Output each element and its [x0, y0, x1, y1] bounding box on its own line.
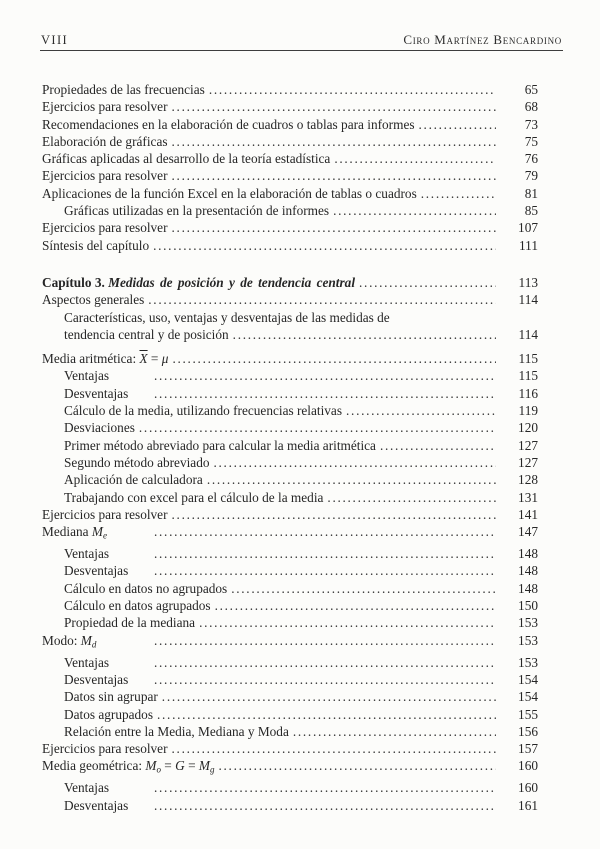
entry-label — [64, 419, 135, 436]
dot-leader — [154, 367, 496, 384]
toc-entry — [42, 471, 538, 488]
dot-leader — [172, 133, 496, 150]
toc-entry — [42, 614, 538, 631]
entry-label — [64, 723, 289, 740]
dot-leader — [359, 274, 496, 291]
toc-entry — [42, 562, 538, 579]
toc-entry — [42, 454, 538, 471]
entry-text-segment: Desventajas — [64, 797, 129, 813]
entry-text-segment: Cálculo en datos agrupados — [64, 598, 211, 614]
entry-text-segment: Ventajas — [64, 654, 110, 670]
page-number: 113 — [518, 274, 538, 290]
dot-leader — [154, 562, 496, 579]
entry-text-segment: Desventajas — [64, 671, 129, 687]
entry-label — [64, 797, 150, 814]
entry-text-segment: Cálculo de la media, utilizando frecuencias relativas — [64, 403, 343, 419]
entry-label — [42, 219, 168, 236]
dot-leader — [199, 614, 496, 631]
toc-entry — [42, 779, 538, 796]
page-header — [41, 32, 562, 48]
toc-entry — [42, 326, 538, 343]
entry-label — [64, 454, 210, 471]
toc-entry — [42, 274, 538, 291]
toc-entry — [42, 237, 538, 254]
toc-entry — [42, 757, 538, 779]
dot-leader — [172, 219, 496, 236]
page-number: 127 — [518, 437, 538, 453]
entry-label — [64, 202, 329, 219]
page-number: 147 — [518, 524, 538, 540]
entry-label — [42, 150, 330, 167]
dot-leader — [157, 706, 496, 723]
page-number: 115 — [518, 368, 538, 384]
entry-text-segment: Ejercicios para resolver — [42, 741, 168, 757]
table-of-contents — [42, 81, 538, 814]
page-number: 161 — [518, 797, 538, 813]
toc-entry — [42, 291, 538, 308]
entry-label — [42, 291, 144, 308]
dot-leader — [154, 523, 496, 540]
header-rule — [40, 50, 563, 51]
entry-label — [64, 779, 150, 796]
entry-label — [42, 167, 168, 184]
entry-text-segment: Modo: — [42, 632, 81, 648]
page-number: 81 — [524, 185, 538, 201]
page-number: 157 — [518, 741, 538, 757]
toc-entry — [42, 437, 538, 454]
entry-text-segment: d — [91, 639, 97, 650]
toc-entry — [42, 133, 538, 150]
toc-entry — [42, 723, 538, 740]
page-number: 148 — [518, 546, 538, 562]
dot-leader — [139, 419, 496, 436]
entry-label — [64, 706, 153, 723]
entry-text-segment: Gráficas aplicadas al desarrollo de la teoría estadística — [42, 151, 331, 167]
folio: VIII — [41, 33, 69, 47]
entry-text-segment: Desventajas — [64, 563, 129, 579]
entry-label — [64, 326, 229, 343]
entry-text-segment: Trabajando con excel para el cálculo de la media — [64, 489, 324, 505]
dot-leader — [207, 471, 496, 488]
dot-leader — [215, 597, 496, 614]
toc-entry — [42, 185, 538, 202]
entry-label — [42, 757, 215, 779]
toc-entry — [42, 367, 538, 384]
entry-text-segment: = — [160, 758, 176, 774]
entry-label — [64, 597, 211, 614]
dot-leader — [162, 688, 496, 705]
entry-text-segment: Desventajas — [64, 385, 129, 401]
entry-label — [42, 506, 168, 523]
entry-label — [42, 133, 168, 150]
entry-text-segment: Segundo método abreviado — [64, 454, 210, 470]
dot-leader — [346, 402, 496, 419]
dot-leader — [219, 757, 497, 774]
page-number: 114 — [518, 326, 538, 342]
dot-leader — [327, 489, 496, 506]
page-number: 156 — [518, 723, 538, 739]
entry-text-segment: Cálculo en datos no agrupados — [64, 580, 228, 596]
dot-leader — [172, 350, 496, 367]
entry-label — [64, 654, 150, 671]
toc-entry — [42, 506, 538, 523]
entry-text-segment: M — [91, 524, 103, 540]
entry-text-segment: = — [184, 758, 199, 774]
toc-entry — [42, 402, 538, 419]
page-number: 76 — [524, 151, 538, 167]
toc-entry — [42, 671, 538, 688]
toc-entry — [42, 98, 538, 115]
entry-text-segment: Propiedades de las frecuencias — [42, 82, 205, 97]
page-number: 120 — [518, 420, 538, 436]
entry-text-segment: Características, uso, ventajas y desventajas de las medidas de — [64, 309, 390, 325]
page-number: 85 — [524, 203, 538, 219]
entry-label — [42, 523, 150, 545]
entry-text-segment: Gráficas utilizadas en la presentación de informes — [64, 203, 330, 219]
page-number: 116 — [518, 385, 538, 401]
entry-text-segment: Capítulo 3. — [42, 274, 109, 290]
entry-text-segment: Aspectos generales — [42, 292, 145, 308]
entry-text-segment: Ejercicios para resolver — [42, 99, 168, 115]
page-number: 153 — [518, 654, 538, 670]
toc-entry — [42, 597, 538, 614]
dot-leader — [419, 116, 496, 133]
dot-leader — [421, 185, 496, 202]
dot-leader — [172, 506, 496, 523]
entry-text-segment: = — [147, 351, 162, 367]
page-number: 160 — [518, 780, 538, 796]
toc-entry — [42, 150, 538, 167]
toc-entry — [42, 688, 538, 705]
page-number: 148 — [518, 580, 538, 596]
page-number: 150 — [518, 598, 538, 614]
toc-entry — [42, 309, 538, 326]
entry-text-segment: Datos agrupados — [64, 706, 153, 722]
dot-leader — [380, 437, 496, 454]
toc-entry — [42, 545, 538, 562]
entry-label — [42, 237, 149, 254]
entry-label — [64, 580, 227, 597]
entry-label — [64, 545, 150, 562]
dot-leader — [293, 723, 496, 740]
toc-entry — [42, 385, 538, 402]
page-number: 141 — [518, 506, 538, 522]
entry-text-segment: o — [156, 765, 161, 776]
dot-leader — [154, 385, 496, 402]
toc-entry — [42, 219, 538, 236]
page-number: 68 — [524, 99, 538, 115]
dot-leader — [172, 167, 496, 184]
page-number: 119 — [518, 403, 538, 419]
dot-leader — [154, 671, 496, 688]
dot-leader — [214, 454, 497, 471]
entry-label — [42, 81, 205, 98]
page-number: 128 — [518, 472, 538, 488]
entry-label — [64, 688, 158, 705]
page-number: 160 — [518, 758, 538, 774]
toc-entry — [42, 167, 538, 184]
entry-text-segment: Media aritmética: — [42, 351, 140, 367]
entry-label — [64, 562, 150, 579]
entry-text-segment: Recomendaciones en la elaboración de cuadros o tablas para informes — [42, 116, 415, 132]
entry-label — [64, 671, 150, 688]
entry-text-segment: Ejercicios para resolver — [42, 506, 168, 522]
entry-text-segment: g — [209, 765, 215, 776]
entry-text-segment: Elaboración de gráficas — [42, 133, 168, 149]
dot-leader — [154, 797, 496, 814]
toc-entry — [42, 523, 538, 545]
dot-leader — [333, 202, 496, 219]
page-number: 79 — [524, 168, 538, 184]
toc-entry — [42, 489, 538, 506]
page-number: 107 — [518, 220, 538, 236]
entry-label — [42, 98, 168, 115]
toc-entry — [42, 419, 538, 436]
entry-text-segment: Datos sin agrupar — [64, 689, 158, 705]
toc-entry — [42, 116, 538, 133]
dot-leader — [154, 654, 496, 671]
entry-label — [42, 185, 417, 202]
entry-text-segment: Aplicación de calculadora — [64, 472, 203, 488]
entry-label — [42, 350, 168, 367]
page-number: 153 — [518, 632, 538, 648]
running-head: Ciro Martínez Bencardino — [403, 32, 562, 47]
dot-leader — [154, 632, 496, 649]
page-number: 75 — [524, 133, 538, 149]
page-number: 65 — [524, 82, 538, 97]
entry-text-segment: e — [102, 530, 107, 541]
entry-label — [64, 489, 323, 506]
toc-entry — [42, 81, 538, 98]
entry-label — [64, 385, 150, 402]
dot-leader — [154, 545, 496, 562]
page-number: 127 — [518, 454, 538, 470]
entry-label — [42, 740, 168, 757]
page-number: 153 — [518, 615, 538, 631]
entry-text-segment: Mediana — [42, 524, 92, 540]
dot-leader — [233, 326, 496, 343]
toc-entry — [42, 706, 538, 723]
dot-leader — [153, 237, 496, 254]
entry-text-segment: Propiedad de la mediana — [64, 615, 196, 631]
dot-leader — [172, 740, 496, 757]
entry-text-segment: M — [80, 632, 92, 648]
entry-text-segment: M — [145, 758, 157, 774]
entry-text-segment: Ventajas — [64, 368, 110, 384]
entry-label — [64, 614, 195, 631]
page-number: 73 — [524, 116, 538, 132]
page-number: 154 — [518, 689, 538, 705]
entry-text-segment: M — [198, 758, 210, 774]
dot-leader — [172, 98, 496, 115]
toc-entry — [42, 797, 538, 814]
entry-text-segment: $\overline{X}$ — [139, 351, 148, 367]
page-number: 111 — [519, 237, 538, 253]
toc-entry — [42, 580, 538, 597]
entry-text-segment: Ejercicios para resolver — [42, 168, 168, 184]
page-number: 115 — [518, 351, 538, 367]
entry-label — [42, 116, 415, 133]
entry-label — [64, 437, 376, 454]
entry-text-segment: G — [175, 758, 185, 774]
dot-leader — [231, 580, 496, 597]
entry-text-segment: Ventajas — [64, 780, 110, 796]
page-number: 148 — [518, 563, 538, 579]
entry-label — [42, 274, 355, 291]
entry-text-segment: Ventajas — [64, 546, 110, 562]
page-number: 154 — [518, 671, 538, 687]
toc-entry — [42, 202, 538, 219]
dot-leader — [148, 291, 496, 308]
entry-text-segment: μ — [161, 351, 169, 367]
entry-text-segment: Desviaciones — [64, 420, 135, 436]
dot-leader — [154, 779, 496, 796]
entry-label — [42, 632, 150, 654]
entry-text-segment: Primer método abreviado para calcular la media aritmética — [64, 437, 376, 453]
page-number: 114 — [518, 292, 538, 308]
entry-label — [64, 367, 150, 384]
entry-label — [64, 309, 390, 326]
dot-leader — [334, 150, 496, 167]
entry-text-segment: Síntesis del capítulo — [42, 237, 150, 253]
entry-label — [64, 471, 203, 488]
dot-leader — [209, 81, 496, 98]
page-number: 131 — [518, 489, 538, 505]
entry-text-segment: tendencia central y de posición — [64, 326, 229, 342]
toc-entry — [42, 632, 538, 654]
entry-text-segment: Media geométrica: — [42, 758, 146, 774]
entry-text-segment: Ejercicios para resolver — [42, 220, 168, 236]
entry-label — [64, 402, 342, 419]
page-number: 155 — [518, 706, 538, 722]
entry-text-segment: Relación entre la Media, Mediana y Moda — [64, 723, 289, 739]
toc-entry — [42, 654, 538, 671]
toc-entry — [42, 350, 538, 367]
toc-entry — [42, 740, 538, 757]
entry-text-segment: Aplicaciones de la función Excel en la elaboración de tablas o cuadros — [42, 185, 417, 201]
entry-text-segment: Medidas de posición y de tendencia central — [108, 274, 356, 290]
